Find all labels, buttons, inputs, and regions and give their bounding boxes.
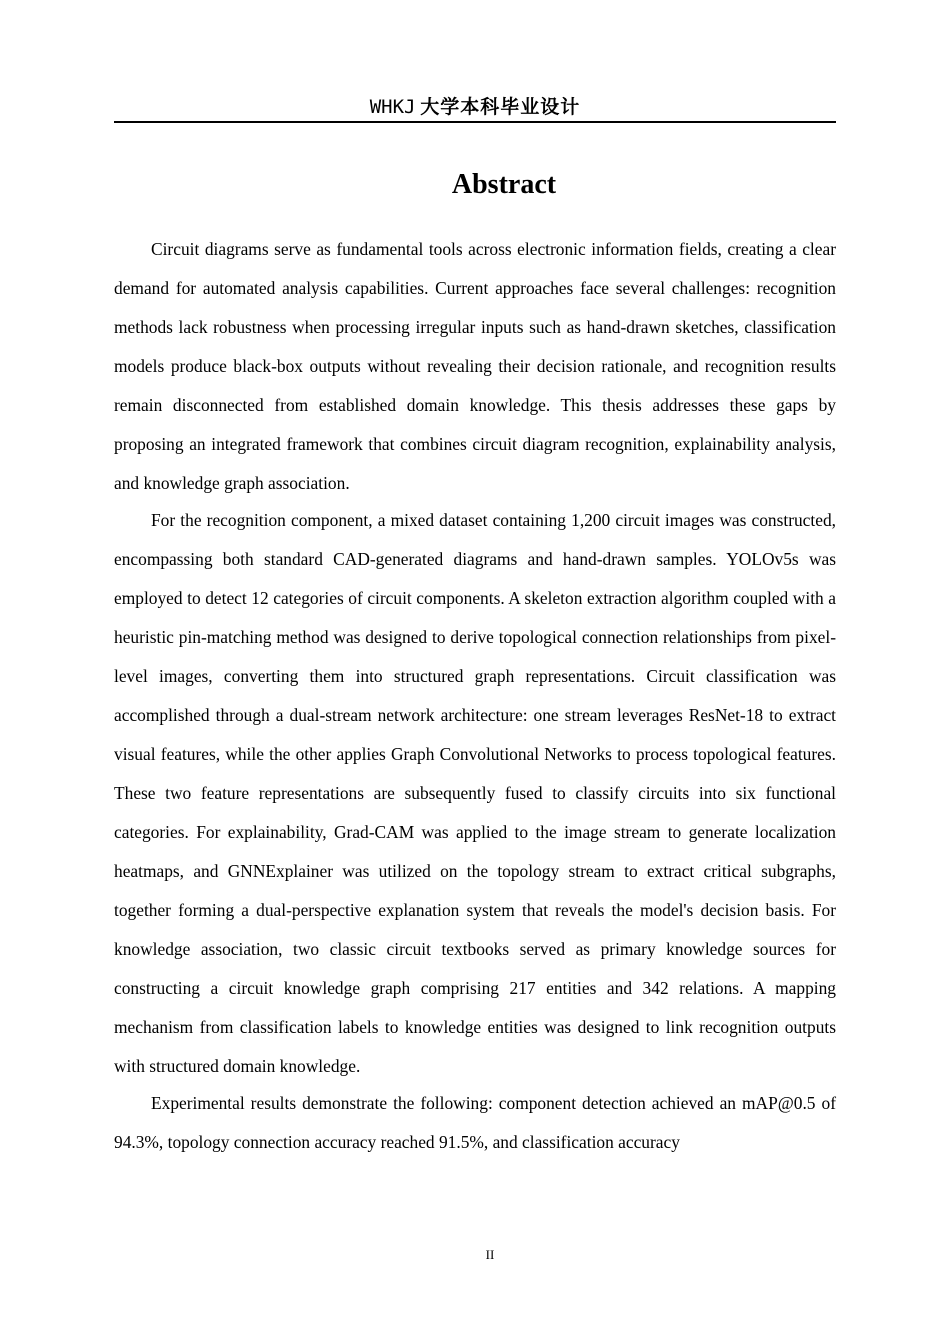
page-number: II: [485, 1247, 495, 1262]
abstract-paragraph-1: Circuit diagrams serve as fundamental tools across electronic information fields, creating a clear demand for automated analysis capabilities. Current approaches face several challenges: recognition methods lack robustness when processing irregular inputs such as hand-drawn sketches, classification models produce black-box outputs without revealing their decision rationale, and recognition results remain disconnected from established domain knowledge. This thesis addresses these gaps by proposing an integrated framework that combines circuit diagram recognition, explainability analysis, and knowledge graph association.: [114, 239, 836, 493]
header-thesis-label: 大学本科毕业设计: [420, 97, 581, 118]
header-university-code: WHKJ: [369, 96, 416, 118]
running-header: [114, 94, 836, 123]
page-title: Abstract: [451, 169, 557, 200]
abstract-paragraph-3: Experimental results demonstrate the following: component detection achieved an mAP@0.5 of 94.3%, topology connection accuracy reached 91.5%, and classification accuracy: [114, 1093, 836, 1152]
abstract-paragraph-2: For the recognition component, a mixed dataset containing 1,200 circuit images was constructed, encompassing both standard CAD-generated diagrams and hand-drawn samples. YOLOv5s was employed to detect 12 categories of circuit components. A skeleton extraction algorithm coupled with a heuristic pin-matching method was designed to derive topological connection relationships from pixel-level images, converting them into structured graph representations. Circuit classification was accomplished through a dual-stream network architecture: one stream leverages ResNet-18 to extract visual features, while the other applies Graph Convolutional Networks to process topological features. These two feature representations are subsequently fused to classify circuits into six functional categories. For explainability, Grad-CAM was applied to the image stream to generate localization heatmaps, and GNNExplainer was utilized on the topology stream to extract critical subgraphs, together forming a dual-perspective explanation system that reveals the model's decision basis. For knowledge association, two classic circuit textbooks served as primary knowledge sources for constructing a circuit knowledge graph comprising 217 entities and 342 relations. A mapping mechanism from classification labels to knowledge entities was designed to link recognition outputs with structured domain knowledge.: [114, 510, 836, 1076]
abstract-body: [114, 230, 836, 1160]
